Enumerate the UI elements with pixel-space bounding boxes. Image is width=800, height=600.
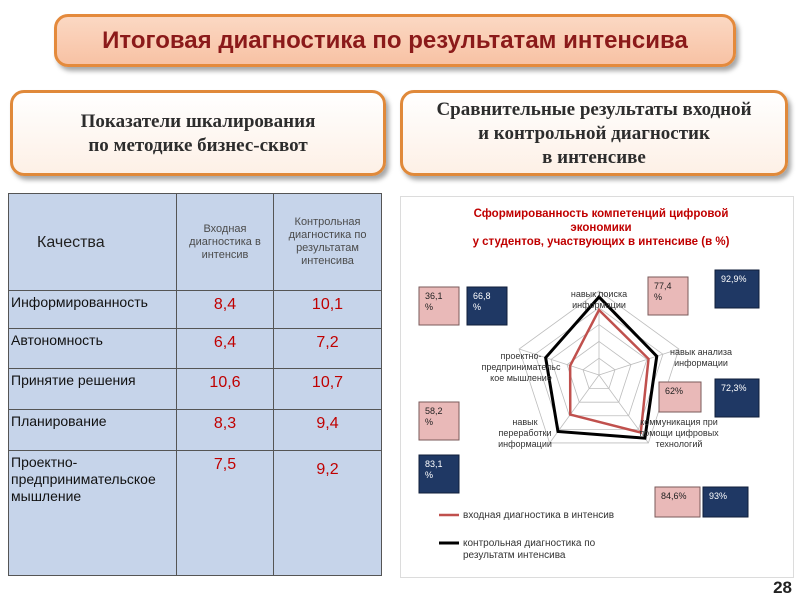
radar-chart (401, 197, 793, 577)
value-label-input: 62% (665, 386, 684, 396)
header-quality: Качества (9, 194, 177, 291)
right-heading-line2: и контрольной диагностик (478, 123, 710, 144)
row-input-value: 6,4 (177, 329, 274, 369)
value-label-input: 84,6% (661, 491, 687, 501)
left-heading-line2: по методике бизнес-сквот (88, 135, 308, 156)
radar-axis-label: навык переработки информации (498, 417, 552, 449)
radar-axis-label: навык поиска информации (570, 289, 628, 310)
row-control-value: 10,7 (274, 369, 382, 410)
row-control-value: 9,4 (274, 410, 382, 451)
row-input-value: 10,6 (177, 369, 274, 410)
radar-axis-label: проектно-предпринимательс кое мышление (481, 351, 561, 383)
table-row (9, 410, 382, 451)
row-control-value: 9,2 (274, 451, 382, 576)
row-label: Планирование (9, 410, 177, 451)
left-heading-line1: Показатели шкалирования (80, 111, 316, 132)
left-heading-box (10, 90, 386, 176)
row-input-value: 8,4 (177, 291, 274, 329)
radar-chart-panel (400, 196, 794, 578)
table-row (9, 369, 382, 410)
row-label: Автономность (9, 329, 177, 369)
value-label-control: 72,3% (721, 383, 747, 393)
radar-axis-line (599, 349, 679, 375)
radar-axis-label: навык анализа информации (669, 347, 733, 368)
row-control-value: 7,2 (274, 329, 382, 369)
value-label-input: 77,4 % (654, 281, 672, 302)
row-label: Информированность (9, 291, 177, 329)
page-number: 28 (773, 578, 792, 597)
right-heading-line3: в интенсиве (542, 147, 646, 168)
table-row (9, 451, 382, 576)
row-control-value: 10,1 (274, 291, 382, 329)
right-heading-box (400, 90, 788, 176)
legend-label-input: входная диагностика в интенсив (463, 510, 615, 521)
table-row (9, 329, 382, 369)
chart-title: Сформированность компетенций цифровой экономики у студентов, участвующих в интенсиве (в %) (472, 208, 730, 248)
slide-title: Итоговая диагностика по результатам интенсива (102, 27, 688, 54)
table-header-row (9, 194, 382, 291)
legend-label-control: контрольная диагностика по результатм интенсива (463, 538, 596, 561)
slide-title-banner (54, 14, 736, 67)
value-label-input: 58,2 % (425, 406, 443, 427)
row-input-value: 8,3 (177, 410, 274, 451)
qualities-table (8, 193, 382, 576)
header-control: Контрольная диагностика по результатам интенсива (274, 194, 382, 291)
value-label-control: 92,9% (721, 274, 747, 284)
value-label-control: 93% (709, 491, 728, 501)
row-label: Принятие решения (9, 369, 177, 410)
value-label-input: 36,1 % (425, 291, 443, 312)
right-heading-line1: Сравнительные результаты входной (436, 99, 752, 120)
value-label-control: 83,1 % (425, 459, 443, 480)
header-input: Входная диагностика в интенсив (177, 194, 274, 291)
radar-axis-label: коммуникация при помощи цифровых технологий (639, 417, 719, 449)
value-label-control: 66,8 % (473, 291, 491, 312)
row-input-value: 7,5 (177, 451, 274, 576)
table-row (9, 291, 382, 329)
row-label: Проектно-предпринимательское мышление (9, 451, 177, 576)
